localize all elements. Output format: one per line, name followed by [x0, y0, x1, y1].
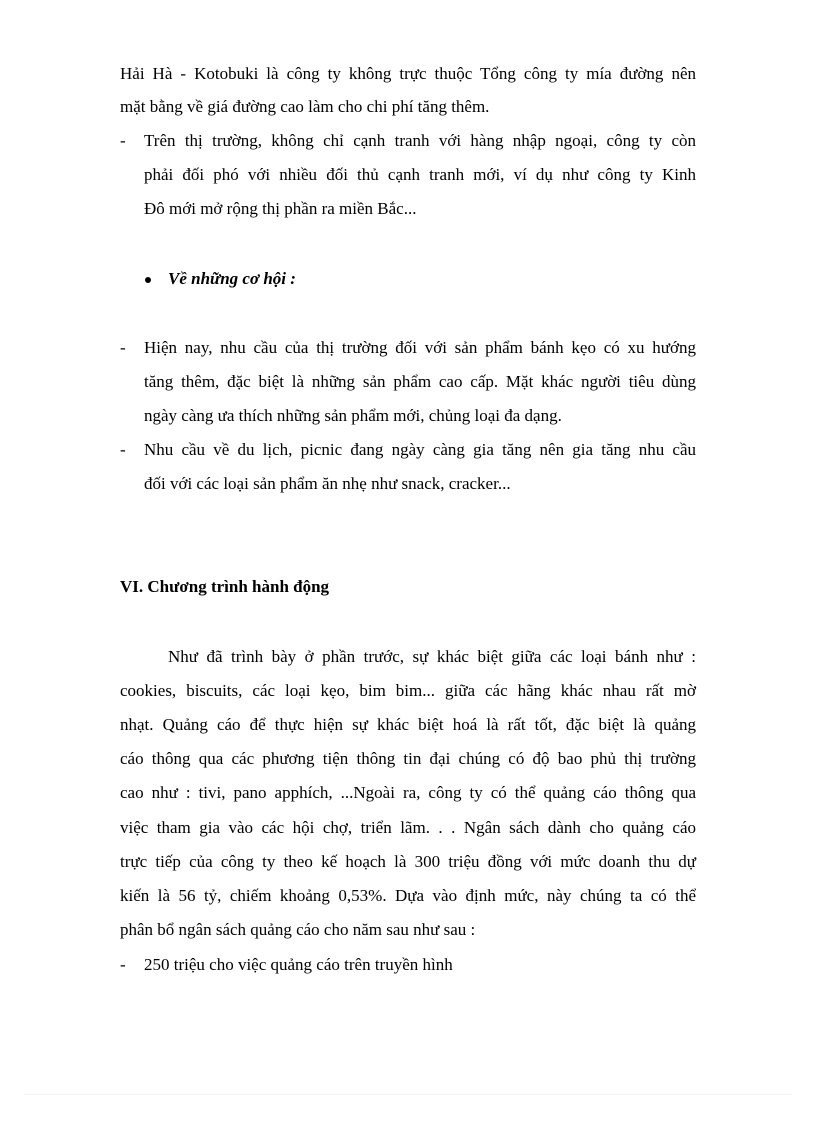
- body-line-6: việc tham gia vào các hội chợ, triển lãm. . . Ngân sách dành cho quảng cáo: [120, 818, 696, 837]
- threat-dash: -: [120, 131, 126, 150]
- opportunity-1-line-1: Hiện nay, nhu cầu của thị trường đối với sản phẩm bánh kẹo có xu hướng: [144, 338, 696, 357]
- opportunities-heading: Về những cơ hội :: [168, 269, 296, 288]
- opportunity-2-dash: -: [120, 440, 126, 459]
- body-line-8: kiến là 56 tỷ, chiếm khoảng 0,53%. Dựa vào định mức, này chúng ta có thể: [120, 886, 696, 905]
- body-line-5: cao như : tivi, pano apphích, ...Ngoài ra, công ty có thể quảng cáo thông qua: [120, 783, 696, 802]
- section-heading: VI. Chương trình hành động: [120, 577, 330, 596]
- budget-dash: -: [120, 955, 126, 974]
- opportunity-1-dash: -: [120, 338, 126, 357]
- budget-line-1: 250 triệu cho việc quảng cáo trên truyền hình: [144, 955, 453, 974]
- body-line-9: phân bổ ngân sách quảng cáo cho năm sau như sau :: [120, 920, 476, 939]
- body-line-2: cookies, biscuits, các loại kẹo, bim bim... giữa các hãng khác nhau rất mờ: [120, 681, 696, 700]
- threat-line-2: phải đối phó với nhiều đối thủ cạnh tranh mới, ví dụ như công ty Kinh: [144, 165, 696, 184]
- body-line-4: cáo thông qua các phương tiện thông tin đại chúng có độ bao phủ thị trường: [120, 749, 696, 768]
- opportunity-1-line-2: tăng thêm, đặc biệt là những sản phẩm cao cấp. Mặt khác người tiêu dùng: [144, 372, 696, 391]
- threat-line-3: Đô mới mở rộng thị phần ra miền Bắc...: [144, 199, 417, 218]
- body-line-1: Như đã trình bày ở phần trước, sự khác biệt giữa các loại bánh như :: [168, 647, 696, 666]
- bullet-icon: [145, 277, 151, 283]
- intro-line-1: Hải Hà - Kotobuki là công ty không trực thuộc Tổng công ty mía đường nên: [120, 64, 696, 83]
- body-line-7: trực tiếp của công ty theo kế hoạch là 300 triệu đồng với mức doanh thu dự: [120, 852, 696, 871]
- opportunity-2-line-2: đối với các loại sản phẩm ăn nhẹ như snack, cracker...: [144, 474, 511, 493]
- body-line-3: nhạt. Quảng cáo để thực hiện sự khác biệt hoá là rất tốt, đặc biệt là quảng: [120, 715, 696, 734]
- threat-line-1: Trên thị trường, không chỉ cạnh tranh với hàng nhập ngoại, công ty còn: [144, 131, 696, 150]
- opportunity-1-line-3: ngày càng ưa thích những sản phẩm mới, chủng loại đa dạng.: [144, 406, 562, 425]
- opportunity-2-line-1: Nhu cầu về du lịch, picnic đang ngày càng gia tăng nên gia tăng nhu cầu: [144, 440, 696, 459]
- page-edge-divider: [24, 1094, 792, 1095]
- intro-line-2: mặt bằng về giá đường cao làm cho chi phí tăng thêm.: [120, 97, 490, 116]
